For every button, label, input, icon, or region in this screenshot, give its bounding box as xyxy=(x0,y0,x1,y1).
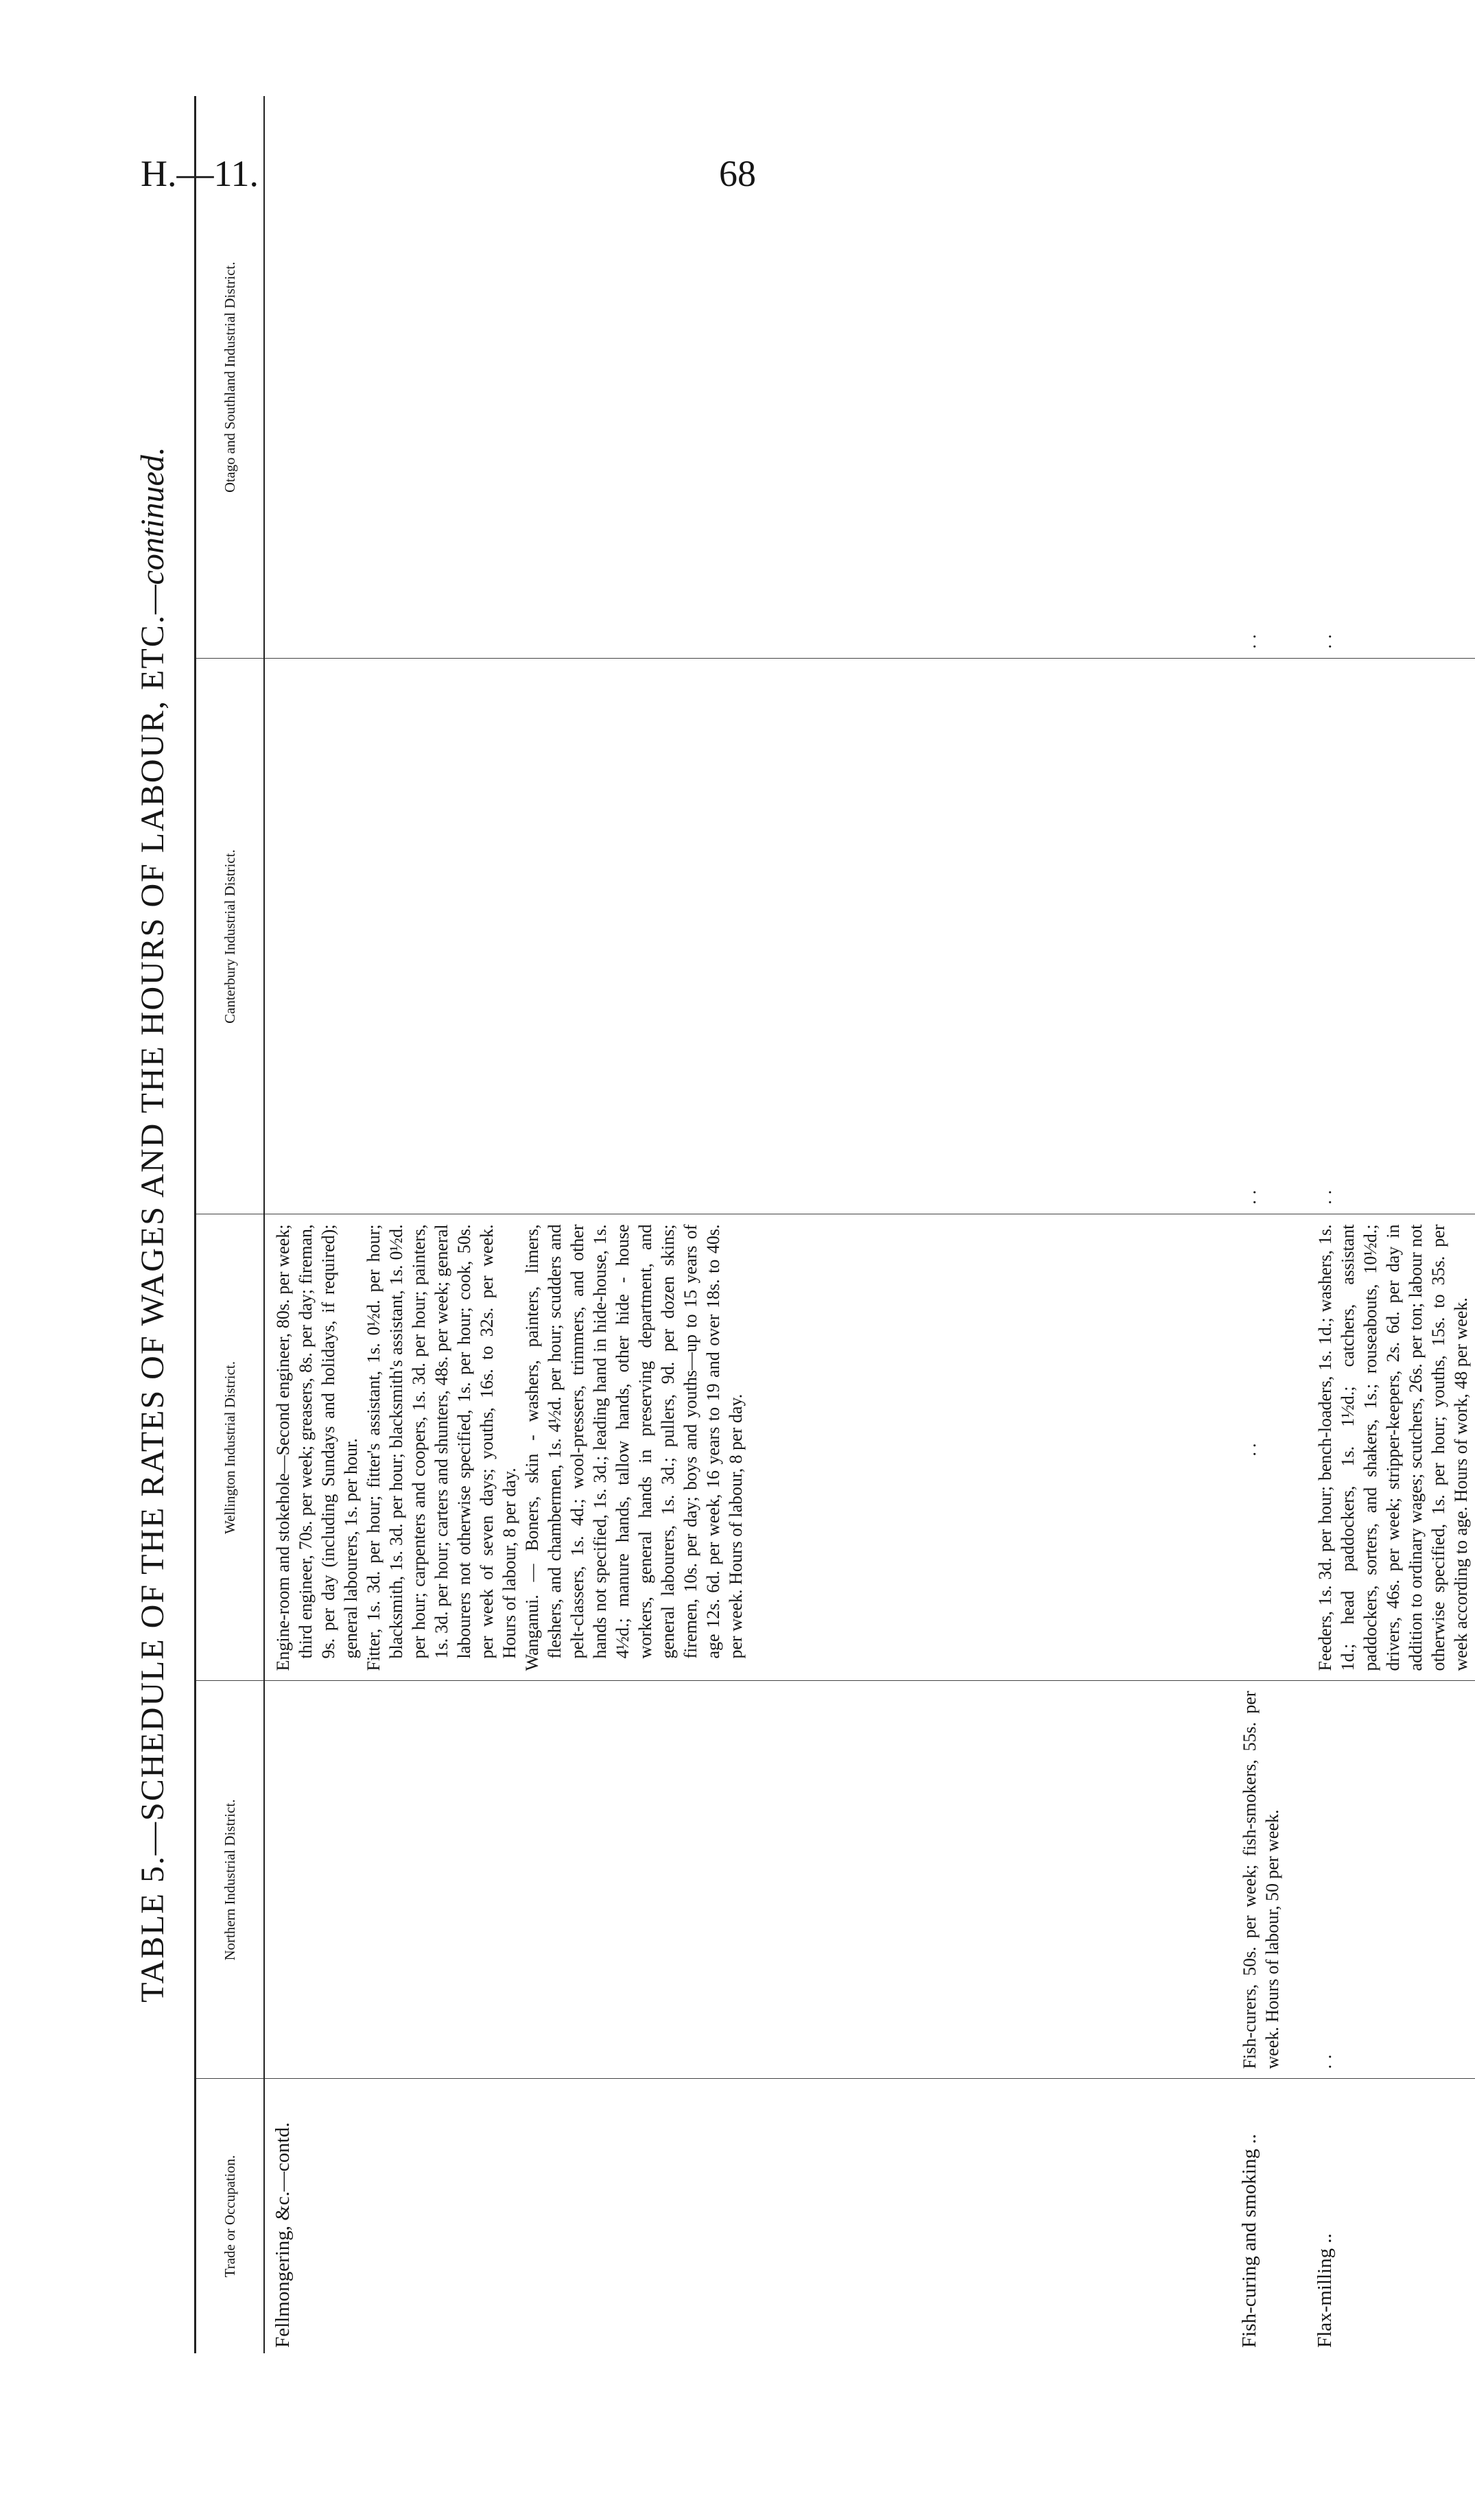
canterbury-cell xyxy=(264,659,1231,1214)
column-header-wellington: Wellington Industrial District. xyxy=(196,1214,265,1681)
trade-cell: Fellmongering, &c.—contd. xyxy=(272,2122,294,2348)
table-row xyxy=(1307,96,1475,2353)
wages-schedule-table xyxy=(134,96,1471,2353)
column-header-northern: Northern Industrial District. xyxy=(196,1681,265,2079)
otago-cell: .. xyxy=(1231,96,1307,659)
table-row xyxy=(1231,96,1307,2353)
wellington-fitter-rates: Fitter, 1s. 3d. per hour; fitter's assistant, 1s. 0½d. per hour; blacksmith, 1s. 3d. per hour; blacksmith's assistant, 1s. 0½d. per hour; carpenters and coopers, 1s. 3d. per hour; painters, 1s. 3d. per hour; carters and shunters, 48s. per week; general labourers not otherwise specified, 1s. per hour; cook, 50s. per week of seven days; youths, 16s. to 32s. per week. Hours of labour, 8 per day. xyxy=(364,1224,519,1671)
column-header-trade: Trade or Occupation. xyxy=(196,2079,265,2353)
otago-cell: .. xyxy=(1307,96,1475,659)
trade-cell: Flax-milling .. xyxy=(1307,2079,1475,2353)
wellington-cell: Feeders, 1s. 3d. per hour; bench-loaders, 1s. 1d.; washers, 1s. 1d.; head paddockers, 1s. 1½d.; catchers, assistant paddockers, sorters, and shakers, 1s.; rouseabouts, 10½d.; drivers, 46s. per week; stripper-keepers, 2s. 6d. per day in addition to ordinary wages; scutchers, 26s. per ton; labour not otherwise specified, 1s. per hour; youths, 15s. to 35s. per week according to age. Hours of work, 48 per week. xyxy=(1307,1214,1475,1681)
wellington-engine-room-rates: Engine-room and stokehole—Second engineer, 80s. per week; third engineer, 70s. per week; greasers, 8s. per day; fireman, 9s. per day (including Sundays and holidays, if required); general labourers, 1s. per hour. xyxy=(273,1224,361,1671)
wellington-wanganui-rates: Wanganui. — Boners, skin - washers, painters, limers, fleshers, and chambermen, 1s. 4½d. per hour; scudders and pelt-classers, 1s. 4d.; wool-pressers, trimmers, and other hands not specified, 1s. 3d.; leading hand in hide-house, 1s. 4½d.; manure hands, tallow hands, other hide - house workers, general hands in preserving department, and general labourers, 1s. 3d.; pullers, 9d. per dozen skins; firemen, 10s. per day; boys and youths—up to 15 years of age 12s. 6d. per week, 16 years to 19 and over 18s. to 40s. per week. Hours of labour, 8 per day. xyxy=(522,1224,746,1671)
column-header-row xyxy=(196,96,265,2353)
northern-cell xyxy=(264,1681,1231,2079)
northern-cell: .. xyxy=(1307,1681,1475,2079)
wellington-cell xyxy=(264,1214,1231,1681)
table-title xyxy=(134,96,186,2353)
wellington-cell: .. xyxy=(1231,1214,1307,1681)
canterbury-cell: .. xyxy=(1231,659,1307,1214)
table-title-continued: —continued. xyxy=(134,447,171,615)
column-header-otago: Otago and Southland Industrial District. xyxy=(196,96,265,659)
table-title-text: TABLE 5.—SCHEDULE OF THE RATES OF WAGES AND THE HOURS OF LABOUR, ETC. xyxy=(134,614,171,2003)
table-row xyxy=(264,96,1231,2353)
page-number: 68 xyxy=(719,153,756,194)
otago-cell xyxy=(264,96,1231,659)
trade-cell: Fish-curing and smoking .. xyxy=(1238,2134,1260,2348)
column-header-canterbury: Canterbury Industrial District. xyxy=(196,659,265,1214)
northern-cell: Fish-curers, 50s. per week; fish-smokers, 55s. per week. Hours of labour, 50 per week. xyxy=(1231,1681,1307,2079)
canterbury-cell: .. xyxy=(1307,659,1475,1214)
document-reference: H.—11. xyxy=(141,153,259,194)
schedule-grid xyxy=(194,96,1475,2353)
